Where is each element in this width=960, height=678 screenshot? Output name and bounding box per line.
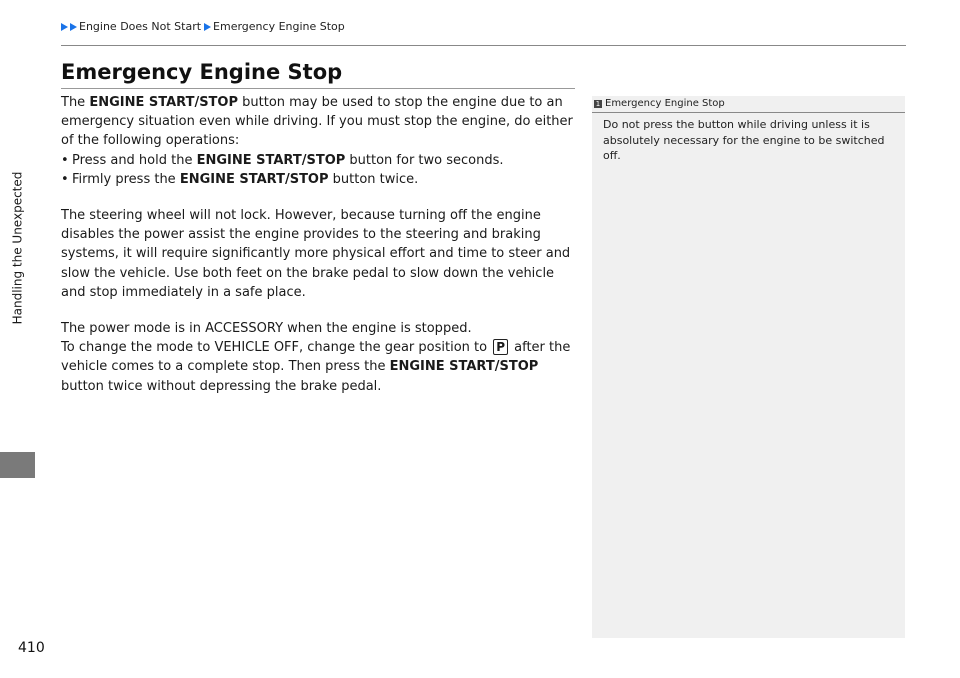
note-number-icon: 1: [595, 99, 601, 108]
button-name: ENGINE START/STOP: [179, 171, 329, 187]
intro-text: button may be used to stop the engine due to an emergency situation even while driving. If you must stop the engine, do either of the following operations:: [61, 95, 573, 149]
page-number: 410: [18, 640, 45, 656]
section-side-label-text: Handling the Unexpected: [10, 171, 25, 325]
power-mode-text: after the vehicle comes to a complete stop. Then press the: [61, 340, 571, 375]
sidebar-body: Do not press the button while driving unless it is absolutely necessary for the engine to be switched off.: [603, 118, 885, 162]
intro-text: The: [61, 95, 90, 110]
operations-list: [61, 151, 577, 189]
section-tab-marker: [0, 452, 35, 478]
list-item-text: button for two seconds.: [345, 152, 504, 168]
power-mode-paragraph: [61, 319, 577, 396]
sidebar-title: Emergency Engine Stop: [605, 98, 725, 109]
list-item-text: Firmly press the: [72, 171, 180, 187]
sidebar-note: [592, 96, 905, 638]
section-side-label: [0, 48, 35, 448]
breadcrumb-item[interactable]: Engine Does Not Start: [79, 20, 202, 33]
intro-paragraph: [61, 93, 577, 151]
breadcrumb-item-current: Emergency Engine Stop: [213, 20, 345, 33]
page-title: Emergency Engine Stop: [61, 60, 343, 84]
header-divider: [61, 45, 906, 46]
breadcrumb-arrow-icon: [70, 23, 77, 31]
button-name: ENGINE START/STOP: [196, 152, 346, 168]
list-item-text: button twice.: [328, 171, 419, 187]
breadcrumb-arrow-icon: [204, 23, 211, 31]
sidebar-header: [592, 96, 905, 109]
gear-p-indicator: P: [493, 339, 508, 355]
power-mode-text: button twice without depressing the brake pedal.: [61, 378, 382, 394]
breadcrumb-arrow-icon: [61, 23, 68, 31]
title-divider: [61, 88, 575, 89]
steering-paragraph: The steering wheel will not lock. However, because turning off the engine disables the power assist the engine provides to the steering and braking systems, it will require significantly more physical effort and time to steer and slow the vehicle. Use both feet on the brake pedal to slow down the vehicle and stop immediately in a safe place.: [61, 208, 571, 300]
breadcrumb: [61, 20, 348, 33]
list-item-text: Press and hold the: [72, 152, 197, 168]
button-name: ENGINE START/STOP: [389, 359, 539, 375]
button-name: ENGINE START/STOP: [89, 95, 238, 110]
main-content: [61, 93, 577, 396]
list-item: [61, 151, 577, 170]
list-item: [61, 170, 577, 189]
power-mode-text: To change the mode to VEHICLE OFF, change the gear position to: [61, 340, 492, 356]
power-mode-text: The power mode is in ACCESSORY when the engine is stopped.: [61, 321, 472, 337]
